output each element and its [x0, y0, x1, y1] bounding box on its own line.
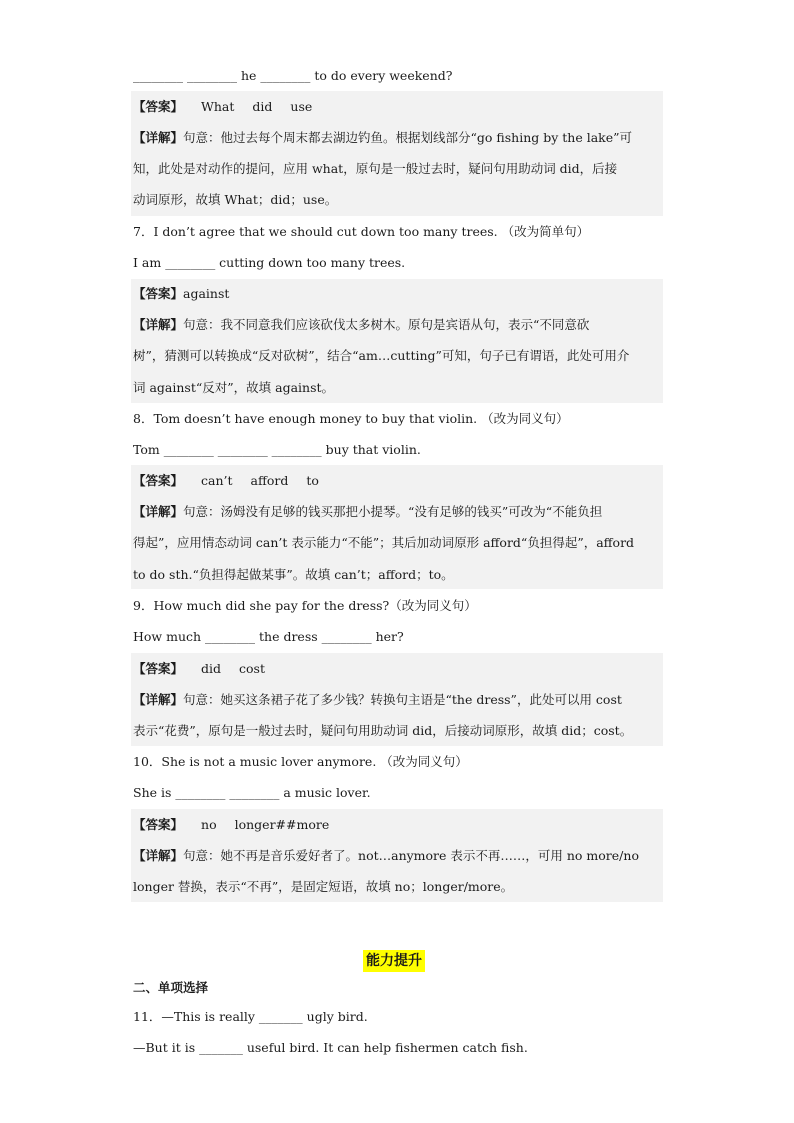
q8-prompt: Tom ________ ________ ________ buy that violin. — [133, 442, 421, 457]
q8-explain-3: to do sth.“负担得起做某事”。故填 can’t；afford；to。 — [133, 567, 454, 582]
answer-value: did — [252, 99, 273, 114]
q9-explain-2: 表示“花费”，原句是一般过去时，疑问句用助动词 did，后接动词原形，故填 did；cost。 — [133, 723, 633, 738]
answer-label: 【答案】 — [133, 99, 184, 114]
q10-answer — [133, 817, 661, 833]
section-title: 能力提升 — [363, 950, 425, 972]
q10-prompt: She is ________ ________ a music lover. — [133, 785, 371, 800]
answer-value: longer##more — [234, 817, 330, 832]
answer-value: no — [201, 817, 217, 832]
q9-answer — [133, 661, 661, 677]
answer-value: can’t — [201, 473, 233, 488]
q9-question: 9．How much did she pay for the dress?（改为同义句） — [133, 598, 477, 613]
answer-label: 【答案】 — [133, 661, 184, 676]
q8-question: 8．Tom doesn’t have enough money to buy that violin. （改为同义句） — [133, 411, 569, 426]
answer-value: to — [306, 473, 319, 488]
q10-question: 10．She is not a music lover anymore. （改为同义句） — [133, 754, 468, 769]
q11-line-2: —But it is _______ useful bird. It can help fishermen catch fish. — [133, 1040, 528, 1055]
answer-value: cost — [239, 661, 265, 676]
section-heading: 二、单项选择 — [133, 980, 209, 995]
q7-explain-2: 树”，猜测可以转换成“反对砍树”，结合“am…cutting”可知，句子已有谓语，此处可用介 — [133, 348, 630, 363]
answer-value: What — [201, 99, 235, 114]
q11-line-1: 11．—This is really _______ ugly bird. — [133, 1009, 368, 1024]
answer-value: did — [201, 661, 222, 676]
q8-explain-1: 【详解】句意：汤姆没有足够的钱买那把小提琴。“没有足够的钱买”可改为“不能负担 — [133, 504, 603, 519]
q6-answer — [133, 99, 661, 115]
answer-value: afford — [250, 473, 289, 488]
q7-explain-1: 【详解】句意：我不同意我们应该砍伐太多树木。原句是宾语从句，表示“不同意砍 — [133, 317, 590, 332]
q6-explain-1: 【详解】句意：他过去每个周末都去湖边钓鱼。根据划线部分“go fishing by the lake”可 — [133, 130, 633, 145]
explain-label: 【详解】 — [133, 504, 184, 519]
q7-answer — [133, 286, 661, 302]
q10-explain-2: longer 替换，表示“不再”，是固定短语，故填 no；longer/more。 — [133, 879, 514, 894]
explain-label: 【详解】 — [133, 130, 184, 145]
q7-prompt: I am ________ cutting down too many trees. — [133, 255, 406, 270]
answer-value: use — [290, 99, 313, 114]
q10-explain-1: 【详解】句意：她不再是音乐爱好者了。not…anymore 表示不再……，可用 no more/no — [133, 848, 639, 863]
answer-value: against — [183, 286, 230, 301]
explain-label: 【详解】 — [133, 692, 184, 707]
explain-label: 【详解】 — [133, 848, 184, 863]
answer-label: 【答案】 — [133, 817, 184, 832]
explain-label: 【详解】 — [133, 317, 184, 332]
q9-explain-1: 【详解】句意：她买这条裙子花了多少钱？转换句主语是“the dress”，此处可以用 cost — [133, 692, 622, 707]
q7-explain-3: 词 against“反对”，故填 against。 — [133, 380, 335, 395]
q9-prompt: How much ________ the dress ________ her? — [133, 629, 404, 644]
answer-label: 【答案】 — [133, 473, 184, 488]
q6-prompt: ________ ________ he ________ to do every weekend? — [133, 68, 453, 83]
answer-label: 【答案】 — [133, 286, 184, 301]
q6-explain-2: 知，此处是对动作的提问，应用 what，原句是一般过去时，疑问句用助动词 did，后接 — [133, 161, 618, 176]
q8-answer — [133, 473, 661, 489]
q6-explain-3: 动词原形，故填 What；did；use。 — [133, 192, 338, 207]
q7-question: 7．I don’t agree that we should cut down too many trees. （改为简单句） — [133, 224, 590, 239]
q8-explain-2: 得起”，应用情态动词 can’t 表示能力“不能”；其后加动词原形 afford“负担得起”，afford — [133, 535, 635, 550]
